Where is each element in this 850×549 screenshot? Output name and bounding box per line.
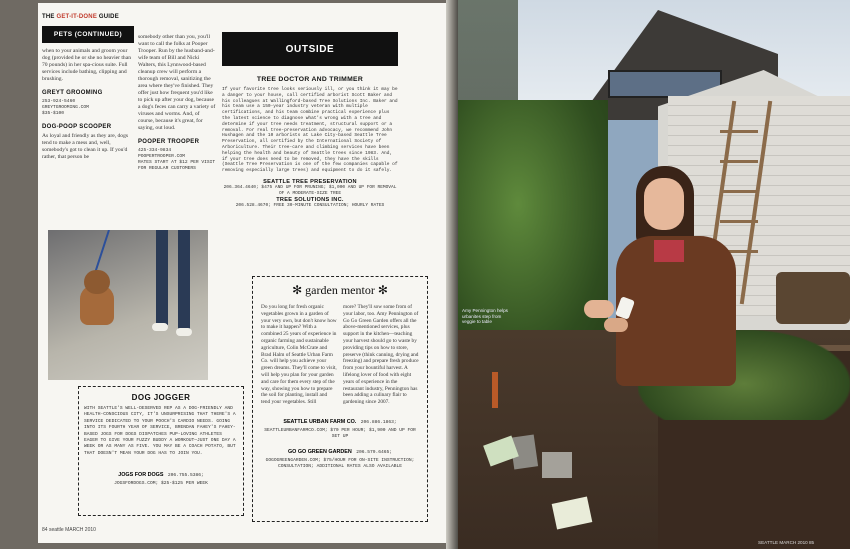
right-page-footer: SEATTLE MARCH 2010 85 <box>758 540 815 545</box>
go-go-green-garden-info: GOGOGREENGARDEN.COM; $75/HOUR FOR ON-SITE INSTRUCTION; CONSULTATION; ADDITIONAL RATES ALSO AVAILABLE <box>265 457 415 469</box>
garden-mentor-columns <box>261 304 419 406</box>
greyt-grooming-phone: 253-924-5460 <box>42 99 76 104</box>
ladder-rung <box>720 190 758 193</box>
guide-header <box>42 14 119 20</box>
flower-ornament-icon: ✻ <box>377 283 388 297</box>
pets-column <box>42 26 134 161</box>
dog-jogger-title: DOG JOGGER <box>131 393 191 402</box>
dog-poop-scooper-title: DOG-POOP SCOOPER <box>42 124 112 130</box>
jogger-shoe <box>152 323 168 331</box>
seattle-urban-farm-info: SEATTLEURBANFARMCO.COM; $70 PER HOUR; $1,900 AND UP FOR SET UP <box>264 427 416 439</box>
jogs-for-dogs-phone: 206.755.5386; <box>167 473 204 479</box>
header-suffix: GUIDE <box>98 14 119 20</box>
seattle-tree-preservation-title: SEATTLE TREE PRESERVATION <box>263 178 357 185</box>
header-prefix: THE <box>42 14 55 20</box>
pooper-trooper-url: POOPERTROOPER.COM <box>138 154 185 159</box>
seattle-urban-farm-name: SEATTLE URBAN FARM CO. <box>283 418 357 425</box>
pooper-trooper-text: somebody other than you, you'll want to call the folks at Pooper Trooper. Run by the husband-and-wife team of Bill and Nicki Walters, this Lynnwood-based cleanup crew will perform a thorough removal, sanitizing the area where they've finished. They offer just how frequent you'd like to pick up after your dog, because a dog's feces can carry a variety of viruses and worms. And, of course, because it's great, for saying, out loud. <box>138 34 216 131</box>
planter-pot <box>776 272 850 324</box>
garden-mentor-box <box>252 276 428 522</box>
seattle-urban-farm-phone: 206.886.1863; <box>360 419 397 425</box>
left-page-footer: 84 seattle MARCH 2010 <box>42 527 96 533</box>
pets-section-bar: PETS (CONTINUED) <box>42 26 134 43</box>
tree-solutions-info: 206.528.4670; FREE 30-MINUTE CONSULTATION; HOURLY RATES <box>235 202 385 208</box>
stone-block <box>542 452 572 478</box>
tree-solutions-title: TREE SOLUTIONS INC. <box>276 196 344 203</box>
dog-jogger-contact <box>84 463 238 487</box>
greyt-grooming-url: GREYTGROOMING.COM <box>42 105 89 110</box>
jogger-leg <box>156 230 168 325</box>
header-accent: GET-IT-DONE <box>56 14 98 20</box>
jogs-for-dogs-name: JOGS FOR DOGS <box>118 472 164 479</box>
right-page-photo <box>458 0 850 549</box>
garden-mentor-col2: more? They'll sow some from of your labor, too. Amy Pennington of Go Go Green Garden offers all the above-mentioned services, plus support in the kitchen—teaching your harvest should go to waste by providing tips on how to store, preserve (think canning, drying and freezing) and prepare fresh produce from your bountiful harvest. A lifelong lover of food with eight years of experience in the restaurant industry, Pennington has been adding a culinary flair to gardening since 2007. <box>343 304 419 406</box>
pets-intro-text: when to your animals and groom your dog (provided he or she no heavier than 70 pounds) in her spa-cious suite. Full services include bathing, clipping and brushing. <box>42 48 132 82</box>
photo-caption: Amy Pennington helps urbanites step from veggie to table <box>462 308 508 325</box>
greyt-grooming-price: $35-$100 <box>42 111 65 116</box>
go-go-green-garden-name: GO GO GREEN GARDEN <box>287 448 352 455</box>
dog-walking-photo <box>48 230 208 380</box>
tree-doctor-text: If your favorite tree looks seriously ill, or you think it may be a danger to your house, call certified arborist Scott Baker and his colleagues at Wallingford-based Tree Solutions Inc. Baker and his team use a 150-year industry veteran with multiple certifications, and his team combine practical experience plus the latest science to diagnose what's wrong with a tree and determine if your tree needs treatment, structural support or a removal. For real tree-preservation advocacy, we recommend John Hushagen and the 10 arborists at Lake City-based Seattle Tree Preservation, all certified by the International Society of Arboriculture. Their tree-care and climbing services have been helping the health and beauty of Seattle trees since 1983. And, if your tree does need to be removed, they have the skills (Seattle Tree Preservation is one of the few companies capable of removing especially large trees) and equipment to do it safely. <box>222 87 398 174</box>
boxer-dog-head <box>84 270 110 294</box>
tree-contacts <box>222 179 398 208</box>
ladder-rung <box>720 160 758 163</box>
garden-mentor-col1: Do you long for fresh organic vegetables grown in a garden of your very own, but don't know how to make it happen? With a combined 25 years of experience in organic farming and sustainable agriculture, Colin McCrate and Brad Halm of Seattle Urban Farm Co. will help you achieve your green dreams. They'll come to visit, will help you plan for your garden and care for them every step of the way, showing you how to prepare the soil for planting, install and tend your vegetables. Still <box>261 304 337 406</box>
outside-section-bar: OUTSIDE <box>222 32 398 66</box>
greyt-grooming-title: GREYT GROOMING <box>42 90 103 96</box>
gardener-shirt <box>654 240 684 262</box>
gardener-hand <box>584 300 614 318</box>
garden-contacts <box>261 410 419 470</box>
dog-jogger-box <box>78 386 244 516</box>
jogs-for-dogs-info: JOGSFORDOGS.COM; $25-$125 PER WEEK <box>114 481 208 487</box>
gardener-hand <box>604 318 628 332</box>
pooper-trooper-phone: 425-334-9834 <box>138 148 172 153</box>
pooper-trooper-column <box>138 34 216 172</box>
garden-mentor-heading: garden mentor <box>305 283 375 297</box>
dog-poop-scooper-text: As loyal and friendly as they are, dogs tend to make a mess and, well, somebody's got to clean it up. If you'd rather, that person be <box>42 133 129 160</box>
flower-ornament-icon: ✻ <box>292 283 306 297</box>
garden-stake <box>492 372 498 408</box>
ladder-rung <box>720 130 758 133</box>
pooper-trooper-rates: RATES START AT $12 PER VISIT FOR REGULAR CUSTOMERS <box>138 160 216 171</box>
tree-doctor-title: TREE DOCTOR AND TRIMMER <box>256 76 364 83</box>
dog-jogger-text: WITH SEATTLE'S WELL-DESERVED REP AS A DOG-FRIENDLY AND HEALTH-CONSCIOUS CITY, IT'S UNSURPRISING THAT THERE'S A SERVICE DEDICATED TO YOUR POOCH'S CARDIO NEEDS. GOING INTO ITS FOURTH YEAR OF SERVICE, BRENDAN FAHEY'S FAHEY-BASED JOGS FOR DOGS DISPATCHES PUP-LOVING ATHLETES EAGER TO GIVE YOUR FUZZY BUDDY A WORKOUT—JUST ONE DAY A WEEK OR AS MANY AS FIVE. YOU MAY BE A COACH POTATO, BUT THAT DOESN'T MEAN YOUR DOG HAS TO JOIN YOU. <box>84 406 236 456</box>
garden-mentor-title <box>261 283 419 298</box>
go-go-green-garden-phone: 206.579.6465; <box>356 449 393 455</box>
jogger-leg <box>178 230 190 330</box>
seattle-tree-preservation-info: 206.364.4640; $475 AND UP FOR PRUNING; $1,000 AND UP FOR REMOVAL OF A MODERATE-SIZE TREE <box>223 184 397 196</box>
gardener-face <box>644 178 684 230</box>
ladder-rung <box>720 220 758 223</box>
tree-doctor-article <box>222 76 398 208</box>
pooper-trooper-title: POOPER TROOPER <box>138 139 200 145</box>
jogger-shoe <box>176 328 192 336</box>
